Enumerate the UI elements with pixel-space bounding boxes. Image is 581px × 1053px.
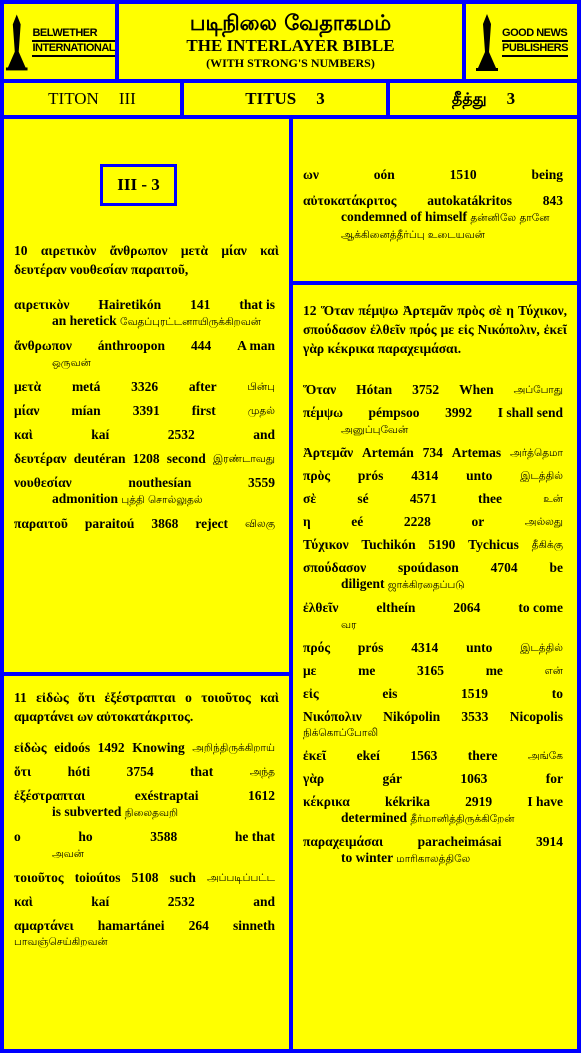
english-gloss-continued: admonition	[52, 491, 119, 506]
entry-continuation	[303, 850, 567, 867]
transliteration: Hótan	[356, 382, 393, 397]
strongs-number: 1063	[460, 771, 488, 786]
right-logo	[466, 4, 577, 79]
tamil-gloss: வேதப்புரட்டனாயிருக்கிறவன்	[120, 316, 261, 328]
english-gloss: reject	[195, 516, 229, 531]
greek-word: καὶ	[14, 427, 33, 442]
strongs-number: 2228	[403, 514, 431, 529]
good-news-logo-icon	[475, 12, 499, 72]
verse-12-text: 12 Ὅταν πέμψω Ἀρτεμᾶν πρὸς σὲ η Τύχικον, σπούδασον ἐλθεῖν πρός με εἰς Νικόπολιν, ἐκεῖ γὰρ κέκρικα παραχειμάσαι.	[303, 303, 567, 356]
english-gloss: to	[551, 686, 563, 701]
tamil-gloss: நிலைதவறி	[124, 807, 179, 819]
transliteration: ho	[78, 829, 93, 844]
tamil-gloss: ஜாக்கிரதைப்படு	[387, 579, 465, 591]
transliteration: deutéran	[73, 451, 126, 466]
word-entry	[303, 640, 567, 656]
tamil-gloss: ஒருவன்	[52, 357, 91, 369]
greek-word: δευτέραν	[14, 451, 67, 466]
word-entry	[303, 686, 567, 702]
transliteration: nouthesían	[128, 475, 192, 490]
strongs-number: 444	[190, 338, 212, 353]
verse-12-panel	[293, 285, 577, 1049]
greek-word: αὐτοκατάκριτος	[303, 193, 397, 208]
english-gloss: Tychicus	[468, 537, 519, 552]
verse-11-panel	[4, 676, 289, 1049]
english-gloss: A man	[237, 338, 275, 353]
greek-word: ἐκεῖ	[303, 748, 327, 763]
greek-word: σπούδασον	[303, 560, 367, 575]
tamil-gloss: தன்னிலே தானே ஆக்கினைத்தீர்ப்பு உடையவன்	[341, 212, 550, 241]
greek-word: καὶ	[14, 894, 33, 909]
verse-11-continued-entries	[303, 167, 567, 243]
english-gloss: sinneth	[232, 918, 275, 933]
word-entry	[14, 829, 279, 862]
word-entry	[303, 600, 567, 633]
transliteration: kaí	[91, 427, 110, 442]
english-gloss: When	[459, 382, 494, 397]
verse-10-text: 10 αιρετικὸν ἄνθρωπον μετὰ μίαν καὶ δευτέραν νουθεσίαν παραιτοῦ,	[14, 243, 279, 277]
english-gloss-continued: determined	[341, 810, 407, 825]
word-entry	[14, 870, 279, 886]
english-gloss: thee	[478, 491, 503, 506]
entry-continuation	[14, 804, 279, 821]
tamil-gloss: அந்த	[249, 766, 275, 778]
transliteration: metá	[71, 379, 101, 394]
greek-word: αιρετικὸν	[14, 297, 70, 312]
word-entry	[303, 193, 567, 243]
left-logo-text: BELWETHER INTERNATIONAL	[32, 27, 115, 57]
transliteration: Hairetikón	[98, 297, 162, 312]
transliteration: Tuchikón	[361, 537, 416, 552]
transliteration: eé	[351, 514, 364, 529]
english-gloss: after	[188, 379, 217, 394]
entry-continuation	[14, 491, 279, 508]
strongs-number: 5108	[131, 870, 159, 885]
tamil-gloss: அல்லது	[524, 516, 563, 528]
english-gloss: such	[169, 870, 196, 885]
tamil-gloss: நிக்கொப்போலி	[303, 727, 379, 739]
entry-continuation	[303, 810, 567, 827]
tamil-gloss: பின்பு	[247, 381, 275, 393]
english-gloss: he that	[234, 829, 275, 844]
tamil-gloss: அனுப்புவேன்	[341, 424, 409, 436]
verse-10-entries	[14, 297, 279, 532]
greek-word: παραχειμάσαι	[303, 834, 384, 849]
transliteration: Nikópolin	[383, 709, 441, 724]
entry-continuation	[14, 313, 279, 330]
english-gloss: unto	[466, 468, 493, 483]
title-tamil: படிநிலை வேதாகமம்	[189, 11, 392, 35]
entry-continuation	[303, 421, 567, 438]
word-entry	[303, 445, 567, 461]
greek-word: ο	[14, 829, 21, 844]
tamil-gloss: இடத்தில்	[520, 470, 563, 482]
strongs-number: 264	[188, 918, 209, 933]
tamil-gloss: விலகு	[245, 518, 275, 530]
greek-word: τοιοῦτος	[14, 870, 64, 885]
english-gloss: and	[253, 894, 275, 909]
strongs-number: 3326	[131, 379, 159, 394]
word-entry	[14, 918, 279, 950]
strongs-number: 4314	[411, 468, 439, 483]
tamil-gloss: முதல்	[247, 405, 275, 417]
english-gloss: and	[253, 427, 275, 442]
word-entry	[14, 788, 279, 821]
greek-word: ἐξέστραπται	[14, 788, 86, 803]
verse-11-continued-panel	[293, 119, 577, 281]
left-logo	[4, 4, 115, 79]
tamil-gloss: அறிந்திருக்கிறாய்	[192, 742, 275, 754]
tamil-gloss: வர	[341, 619, 357, 631]
english-gloss: being	[531, 167, 563, 182]
word-entry	[303, 468, 567, 484]
english-gloss: Knowing	[132, 740, 185, 755]
strongs-number: 2919	[465, 794, 493, 809]
word-entry	[14, 764, 279, 780]
strongs-number: 3588	[150, 829, 178, 844]
transliteration: exéstraptai	[134, 788, 199, 803]
word-entry	[303, 491, 567, 507]
transliteration: ánthroopon	[97, 338, 166, 353]
book-greek: TITON III	[4, 83, 180, 115]
greek-word: μετὰ	[14, 379, 42, 394]
entry-continuation	[303, 616, 567, 633]
verse-10-panel	[4, 119, 289, 672]
word-entry	[14, 740, 279, 756]
greek-word: εἰς	[303, 686, 319, 701]
transliteration: hamartánei	[97, 918, 165, 933]
book-english: TITUS 3	[184, 83, 386, 115]
tamil-gloss: பாவஞ்செய்கிறவன்	[14, 936, 108, 948]
strongs-number: 4704	[490, 560, 518, 575]
word-entry	[303, 834, 567, 867]
english-gloss-continued: to winter	[341, 850, 393, 865]
word-entry	[303, 537, 567, 553]
english-gloss: that is	[239, 297, 275, 312]
strongs-number: 1492	[97, 740, 125, 755]
strongs-number: 141	[190, 297, 211, 312]
strongs-number: 1208	[132, 451, 160, 466]
greek-word: γὰρ	[303, 771, 325, 786]
tamil-gloss: என்	[544, 665, 563, 677]
english-gloss: or	[471, 514, 485, 529]
chapter-label: III - 3	[100, 164, 177, 206]
transliteration: spoúdason	[398, 560, 459, 575]
tamil-gloss: அப்போது	[513, 384, 563, 396]
english-gloss: second	[166, 451, 206, 466]
transliteration: eltheín	[376, 600, 416, 615]
greek-word: Τύχικον	[303, 537, 349, 552]
strongs-number: 5190	[428, 537, 456, 552]
greek-word: με	[303, 663, 317, 678]
word-entry	[303, 560, 567, 593]
word-entry	[303, 794, 567, 827]
greek-word: ἄνθρωπον	[14, 338, 72, 353]
greek-word: εἰδὼς	[14, 740, 47, 755]
english-gloss: to come	[518, 600, 563, 615]
word-entry	[14, 516, 279, 532]
greek-word: νουθεσίαν	[14, 475, 72, 490]
strongs-number: 1519	[461, 686, 489, 701]
word-entry	[14, 403, 279, 419]
transliteration: toioútos	[74, 870, 121, 885]
entry-continuation	[14, 845, 279, 862]
greek-word: κέκρικα	[303, 794, 350, 809]
tamil-gloss: தீகிக்கு	[531, 539, 563, 551]
transliteration: me	[358, 663, 376, 678]
header-title	[119, 4, 462, 79]
strongs-number: 3533	[461, 709, 489, 724]
bellwether-logo-icon	[4, 12, 29, 72]
word-entry	[303, 167, 567, 183]
word-entry	[303, 709, 567, 741]
english-gloss: I have	[527, 794, 563, 809]
english-gloss-continued: is subverted	[52, 804, 122, 819]
english-gloss: for	[545, 771, 563, 786]
tamil-gloss: அங்கே	[527, 750, 563, 762]
greek-word: πρός	[303, 640, 331, 655]
greek-word: Ἀρτεμᾶν	[303, 445, 354, 460]
tamil-gloss: உன்	[543, 493, 563, 505]
greek-word: πρὸς	[303, 468, 331, 483]
word-entry	[14, 427, 279, 443]
word-entry	[14, 338, 279, 371]
transliteration: kaí	[91, 894, 110, 909]
strongs-number: 3752	[412, 382, 440, 397]
transliteration: sé	[357, 491, 369, 506]
greek-word: Νικόπολιν	[303, 709, 362, 724]
english-gloss: there	[467, 748, 498, 763]
transliteration: prós	[357, 640, 384, 655]
verse-11-entries	[14, 740, 279, 950]
transliteration: prós	[357, 468, 384, 483]
transliteration: pémpsoo	[368, 405, 420, 420]
tamil-gloss: இரண்டாவது	[212, 453, 275, 465]
word-entry	[14, 451, 279, 467]
strongs-number: 734	[422, 445, 443, 460]
word-entry	[303, 748, 567, 764]
word-entry	[303, 514, 567, 530]
strongs-number: 3559	[247, 475, 275, 490]
strongs-number: 4314	[411, 640, 439, 655]
word-entry	[14, 475, 279, 508]
transliteration: oón	[373, 167, 395, 182]
entry-continuation	[303, 209, 567, 243]
english-gloss-continued: diligent	[341, 576, 385, 591]
title-subtitle: (WITH STRONG'S NUMBERS)	[206, 56, 375, 70]
word-entry	[303, 405, 567, 438]
tamil-gloss: அர்த்தெமா	[510, 447, 563, 459]
word-entry	[303, 771, 567, 787]
book-tamil: தீத்து 3	[390, 83, 577, 115]
tamil-gloss: தீர்மானித்திருக்கிறேன்	[410, 813, 515, 825]
right-logo-text: GOOD NEWS PUBLISHERS	[502, 27, 568, 57]
english-gloss: unto	[466, 640, 493, 655]
tamil-gloss: புத்தி சொல்லுதல்	[121, 494, 203, 506]
greek-word: η	[303, 514, 311, 529]
english-gloss-continued: an heretick	[52, 313, 117, 328]
english-gloss: first	[191, 403, 216, 418]
transliteration: autokatákritos	[427, 193, 512, 208]
english-gloss: Artemas	[451, 445, 502, 460]
strongs-number: 1510	[449, 167, 477, 182]
verse-11-text: 11 εἰδὼς ὅτι ἐξέστραπται ο τοιοῦτος καὶ αμαρτάνει ων αὐτοκατάκριτος.	[14, 690, 279, 724]
strongs-number: 3914	[535, 834, 563, 849]
word-entry	[14, 297, 279, 330]
greek-word: ων	[303, 167, 319, 182]
greek-word: αμαρτάνει	[14, 918, 74, 933]
english-gloss-continued: condemned of himself	[341, 209, 467, 224]
english-gloss: be	[549, 560, 563, 575]
transliteration: paraitoú	[84, 516, 135, 531]
word-entry	[303, 663, 567, 679]
tamil-gloss: அவன்	[52, 848, 84, 860]
strongs-number: 3391	[132, 403, 160, 418]
strongs-number: 1612	[247, 788, 275, 803]
strongs-number: 2064	[453, 600, 481, 615]
transliteration: mían	[71, 403, 101, 418]
greek-word: σὲ	[303, 491, 317, 506]
greek-word: μίαν	[14, 403, 40, 418]
tamil-gloss: மாரிகாலத்திலே	[396, 853, 471, 865]
strongs-number: 3754	[126, 764, 154, 779]
greek-word: πέμψω	[303, 405, 343, 420]
word-entry	[14, 894, 279, 910]
transliteration: ekeí	[356, 748, 380, 763]
english-gloss: that	[190, 764, 214, 779]
tamil-gloss: அப்படிப்பட்ட	[207, 872, 275, 884]
greek-word: ἐλθεῖν	[303, 600, 339, 615]
verse-12-entries	[303, 382, 567, 867]
english-gloss: me	[485, 663, 503, 678]
transliteration: hóti	[67, 764, 91, 779]
entry-continuation	[303, 576, 567, 593]
word-entry	[14, 379, 279, 395]
strongs-number: 3165	[417, 663, 445, 678]
transliteration: gár	[382, 771, 402, 786]
english-gloss: I shall send	[497, 405, 563, 420]
entry-continuation	[14, 354, 279, 371]
transliteration: paracheimásai	[417, 834, 502, 849]
strongs-number: 2532	[167, 427, 195, 442]
strongs-number: 2532	[167, 894, 195, 909]
transliteration: eis	[382, 686, 398, 701]
word-entry	[303, 382, 567, 398]
transliteration: Artemán	[362, 445, 414, 460]
transliteration: kékrika	[384, 794, 430, 809]
strongs-number: 843	[542, 193, 563, 208]
greek-word: παραιτοῦ	[14, 516, 68, 531]
strongs-number: 3868	[151, 516, 179, 531]
transliteration: eidoós	[54, 740, 91, 755]
tamil-gloss: இடத்தில்	[520, 642, 563, 654]
greek-word: ὅτι	[14, 764, 32, 779]
english-gloss: Nicopolis	[509, 709, 563, 724]
strongs-number: 1563	[410, 748, 438, 763]
greek-word: Ὅταν	[303, 382, 337, 397]
strongs-number: 3992	[445, 405, 473, 420]
title-english: THE INTERLAYER BIBLE	[186, 36, 395, 55]
strongs-number: 4571	[409, 491, 437, 506]
